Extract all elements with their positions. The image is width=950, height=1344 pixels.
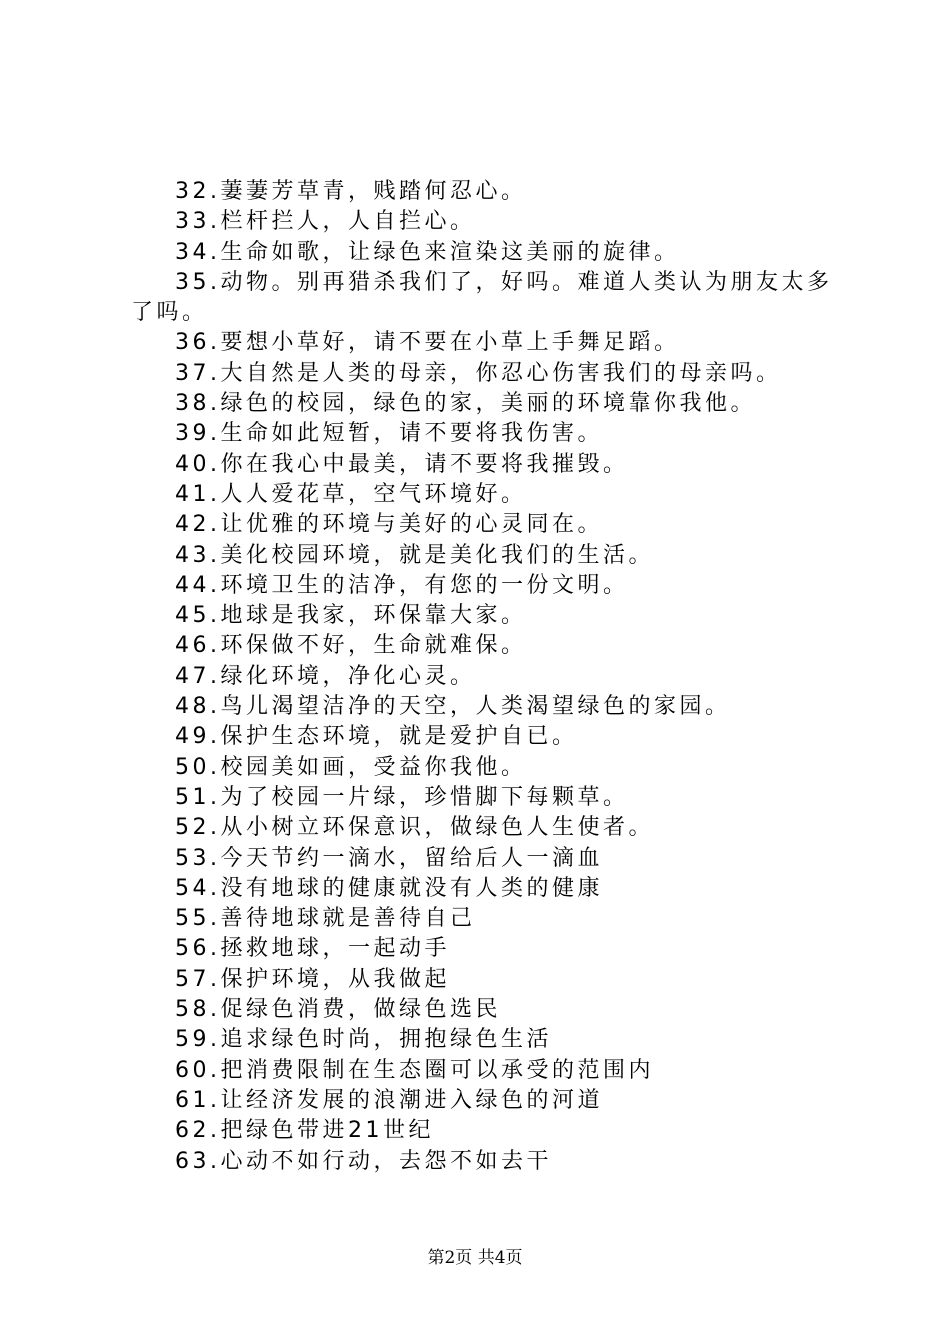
list-item: 45.地球是我家，环保靠大家。 — [175, 603, 527, 629]
list-item: 48.鸟儿渴望洁净的天空，人类渴望绿色的家园。 — [175, 694, 731, 720]
list-item: 52.从小树立环保意识，做绿色人生使者。 — [175, 815, 654, 841]
list-item: 59.追求绿色时尚，拥抱绿色生活 — [175, 1027, 552, 1053]
list-item: 39.生命如此短暂，请不要将我伤害。 — [175, 421, 603, 447]
list-item: 49.保护生态环境，就是爱护自已。 — [175, 724, 578, 750]
list-item: 36.要想小草好，请不要在小草上手舞足蹈。 — [175, 330, 680, 356]
list-item: 41.人人爱花草，空气环境好。 — [175, 481, 527, 507]
list-item: 53.今天节约一滴水，留给后人一滴血 — [175, 845, 603, 871]
list-item: 54.没有地球的健康就没有人类的健康 — [175, 875, 603, 901]
list-item: 50.校园美如画，受益你我他。 — [175, 754, 527, 780]
list-item: 57.保护环境，从我做起 — [175, 966, 450, 992]
list-item: 51.为了校园一片绿，珍惜脚下每颗草。 — [175, 784, 629, 810]
list-item: 56.拯救地球，一起动手 — [175, 936, 450, 962]
list-item: 42.让优雅的环境与美好的心灵同在。 — [175, 512, 603, 538]
list-item: 44.环境卫生的洁净，有您的一份文明。 — [175, 572, 629, 598]
list-item: 61.让经济发展的浪潮进入绿色的河道 — [175, 1087, 603, 1113]
list-item: 33.栏杆拦人，人自拦心。 — [175, 209, 476, 235]
list-item: 40.你在我心中最美，请不要将我摧毁。 — [175, 451, 629, 477]
document-body — [131, 177, 836, 1177]
list-item: 32.萋萋芳草青，贱踏何忍心。 — [175, 179, 527, 204]
list-item: 37.大自然是人类的母亲，你忍心伤害我们的母亲吗。 — [175, 360, 782, 386]
list-item: 62.把绿色带进21世纪 — [175, 1118, 434, 1144]
list-item: 46.环保做不好，生命就难保。 — [175, 633, 527, 659]
list-item: 43.美化校园环境，就是美化我们的生活。 — [175, 542, 654, 568]
list-item: 38.绿色的校园，绿色的家，美丽的环境靠你我他。 — [175, 391, 756, 417]
list-item: 34.生命如歌，让绿色来渲染这美丽的旋律。 — [175, 239, 680, 265]
list-item: 58.促绿色消费，做绿色选民 — [175, 997, 501, 1023]
list-item: 60.把消费限制在生态圈可以承受的范围内 — [175, 1057, 654, 1083]
list-item: 55.善待地球就是善待自己 — [175, 906, 476, 932]
list-item: 47.绿化环境，净化心灵。 — [175, 663, 476, 689]
list-item: 35.动物。别再猎杀我们了，好吗。难道人类认为朋友太多了吗。 — [131, 269, 833, 326]
page-number-footer: 第2页 共4页 — [427, 1248, 523, 1268]
list-item: 63.心动不如行动，去怨不如去干 — [175, 1148, 552, 1174]
